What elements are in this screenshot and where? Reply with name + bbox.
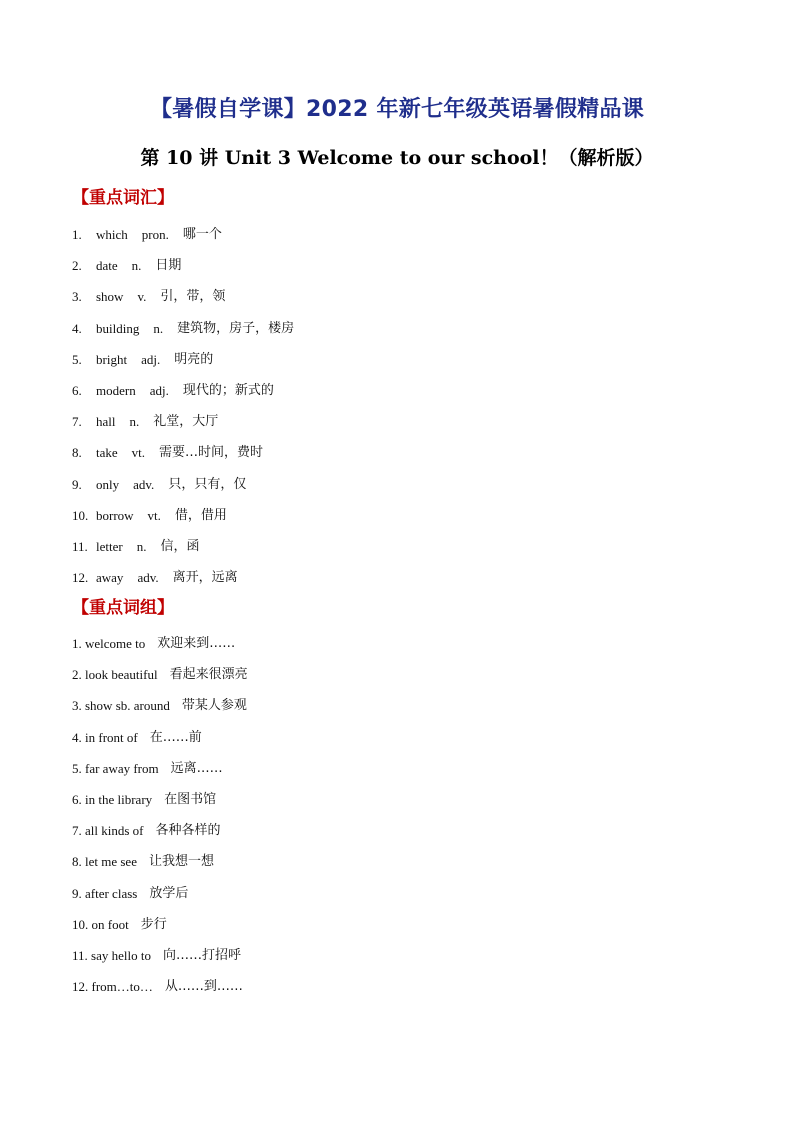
vocab-section-heading: 【重点词汇】 bbox=[72, 188, 174, 208]
phrase-item bbox=[72, 978, 248, 1009]
phrase-item bbox=[72, 853, 248, 884]
vocab-word: building bbox=[96, 320, 140, 336]
phrase-item bbox=[72, 760, 248, 791]
vocab-item bbox=[72, 413, 294, 444]
chinese-meaning: 现代的；新式的 bbox=[182, 382, 274, 398]
phrase-list bbox=[72, 635, 248, 1009]
item-number: 1. bbox=[72, 227, 82, 242]
item-number: 7. bbox=[72, 414, 82, 430]
part-of-speech: n. bbox=[153, 320, 164, 336]
chinese-meaning: 只，只有，仅 bbox=[168, 476, 247, 492]
document-title: 【暑假自学课】2022 年新七年级英语暑假精品课 bbox=[149, 97, 645, 122]
part-of-speech: n. bbox=[129, 414, 140, 430]
vocab-item bbox=[72, 320, 294, 351]
part-of-speech: vt. bbox=[147, 507, 161, 523]
part-of-speech: n. bbox=[131, 258, 142, 274]
phrase-item bbox=[72, 635, 248, 666]
phrase-item bbox=[72, 822, 248, 853]
vocab-word: letter bbox=[96, 538, 123, 554]
chinese-meaning: 引，带，领 bbox=[160, 289, 226, 305]
phrase-section-heading: 【重点词组】 bbox=[72, 598, 174, 618]
vocab-item bbox=[72, 382, 294, 413]
phrase-english: 9. after class bbox=[72, 885, 138, 901]
item-number: 5. bbox=[72, 351, 82, 367]
vocab-item bbox=[72, 351, 294, 382]
part-of-speech: vt. bbox=[131, 445, 146, 461]
phrase-english: 3. show sb. around bbox=[72, 698, 170, 714]
phrase-item bbox=[72, 916, 248, 947]
vocab-item bbox=[72, 226, 294, 257]
vocab-word: only bbox=[96, 476, 120, 492]
phrase-chinese: 带某人参观 bbox=[181, 698, 247, 714]
vocab-item bbox=[72, 507, 294, 538]
phrase-item bbox=[72, 791, 248, 822]
phrase-english: 10. on foot bbox=[72, 916, 129, 932]
phrase-english: 2. look beautiful bbox=[72, 667, 158, 683]
phrase-english: 11. say hello to bbox=[72, 947, 151, 963]
item-number: 6. bbox=[72, 382, 82, 398]
chinese-meaning: 需要…时间，费时 bbox=[159, 445, 264, 461]
chinese-meaning: 建筑物，房子，楼房 bbox=[177, 320, 295, 336]
item-number: 11. bbox=[72, 538, 88, 554]
chinese-meaning: 离开，远离 bbox=[172, 570, 238, 586]
vocab-item bbox=[72, 257, 294, 288]
chinese-meaning: 明亮的 bbox=[174, 351, 214, 367]
phrase-chinese: 各种各样的 bbox=[155, 823, 221, 839]
phrase-item bbox=[72, 885, 248, 916]
item-number: 2. bbox=[72, 258, 82, 274]
part-of-speech: v. bbox=[137, 289, 147, 305]
phrase-english: 12. from…to… bbox=[72, 979, 153, 995]
item-number: 4. bbox=[72, 320, 82, 336]
item-number: 12. bbox=[72, 570, 89, 586]
item-number: 9. bbox=[72, 476, 82, 492]
phrase-chinese: 在……前 bbox=[149, 729, 202, 745]
phrase-chinese: 放学后 bbox=[149, 885, 189, 901]
phrase-chinese: 远离…… bbox=[170, 760, 223, 776]
phrase-chinese: 看起来很漂亮 bbox=[169, 667, 248, 683]
item-number: 3. bbox=[72, 289, 82, 305]
chinese-meaning: 借，借用 bbox=[174, 507, 227, 523]
vocab-word: hall bbox=[96, 414, 116, 430]
phrase-chinese: 让我想一想 bbox=[148, 854, 214, 870]
part-of-speech: adj. bbox=[149, 382, 169, 398]
vocab-word: show bbox=[96, 289, 124, 305]
phrase-item bbox=[72, 729, 248, 760]
phrase-chinese: 从……到…… bbox=[164, 979, 243, 995]
phrase-english: 6. in the library bbox=[72, 791, 153, 807]
phrase-item bbox=[72, 697, 248, 728]
vocab-word: bright bbox=[96, 351, 128, 367]
part-of-speech: pron. bbox=[141, 227, 169, 242]
phrase-english: 1. welcome to bbox=[72, 636, 146, 651]
vocab-item bbox=[72, 538, 294, 569]
part-of-speech: adv. bbox=[133, 476, 155, 492]
phrase-english: 8. let me see bbox=[72, 854, 137, 870]
item-number: 8. bbox=[72, 445, 82, 461]
phrase-english: 5. far away from bbox=[72, 760, 159, 776]
vocab-item bbox=[72, 288, 294, 319]
phrase-chinese: 在图书馆 bbox=[164, 791, 217, 807]
lesson-subtitle: 第 10 讲 Unit 3 Welcome to our school！（解析版） bbox=[140, 147, 654, 169]
phrase-chinese: 步行 bbox=[140, 916, 167, 932]
vocab-word: take bbox=[96, 445, 118, 461]
item-number: 10. bbox=[72, 507, 89, 523]
part-of-speech: adj. bbox=[141, 351, 161, 367]
chinese-meaning: 信，函 bbox=[160, 538, 200, 554]
vocab-word: date bbox=[96, 258, 118, 274]
part-of-speech: adv. bbox=[137, 570, 159, 586]
vocab-list bbox=[72, 226, 294, 600]
phrase-item bbox=[72, 947, 248, 978]
vocab-word: modern bbox=[96, 382, 136, 398]
part-of-speech: n. bbox=[136, 538, 147, 554]
vocab-word: which bbox=[96, 227, 128, 242]
vocab-item bbox=[72, 444, 294, 475]
phrase-chinese: 向……打招呼 bbox=[162, 947, 241, 963]
vocab-item bbox=[72, 476, 294, 507]
chinese-meaning: 礼堂，大厅 bbox=[153, 414, 219, 430]
vocab-word: borrow bbox=[96, 507, 134, 523]
chinese-meaning: 哪一个 bbox=[182, 227, 222, 242]
phrase-chinese: 欢迎来到…… bbox=[157, 636, 236, 651]
phrase-english: 4. in front of bbox=[72, 729, 138, 745]
phrase-english: 7. all kinds of bbox=[72, 823, 144, 839]
chinese-meaning: 日期 bbox=[155, 258, 182, 274]
phrase-item bbox=[72, 666, 248, 697]
vocab-word: away bbox=[96, 570, 124, 586]
